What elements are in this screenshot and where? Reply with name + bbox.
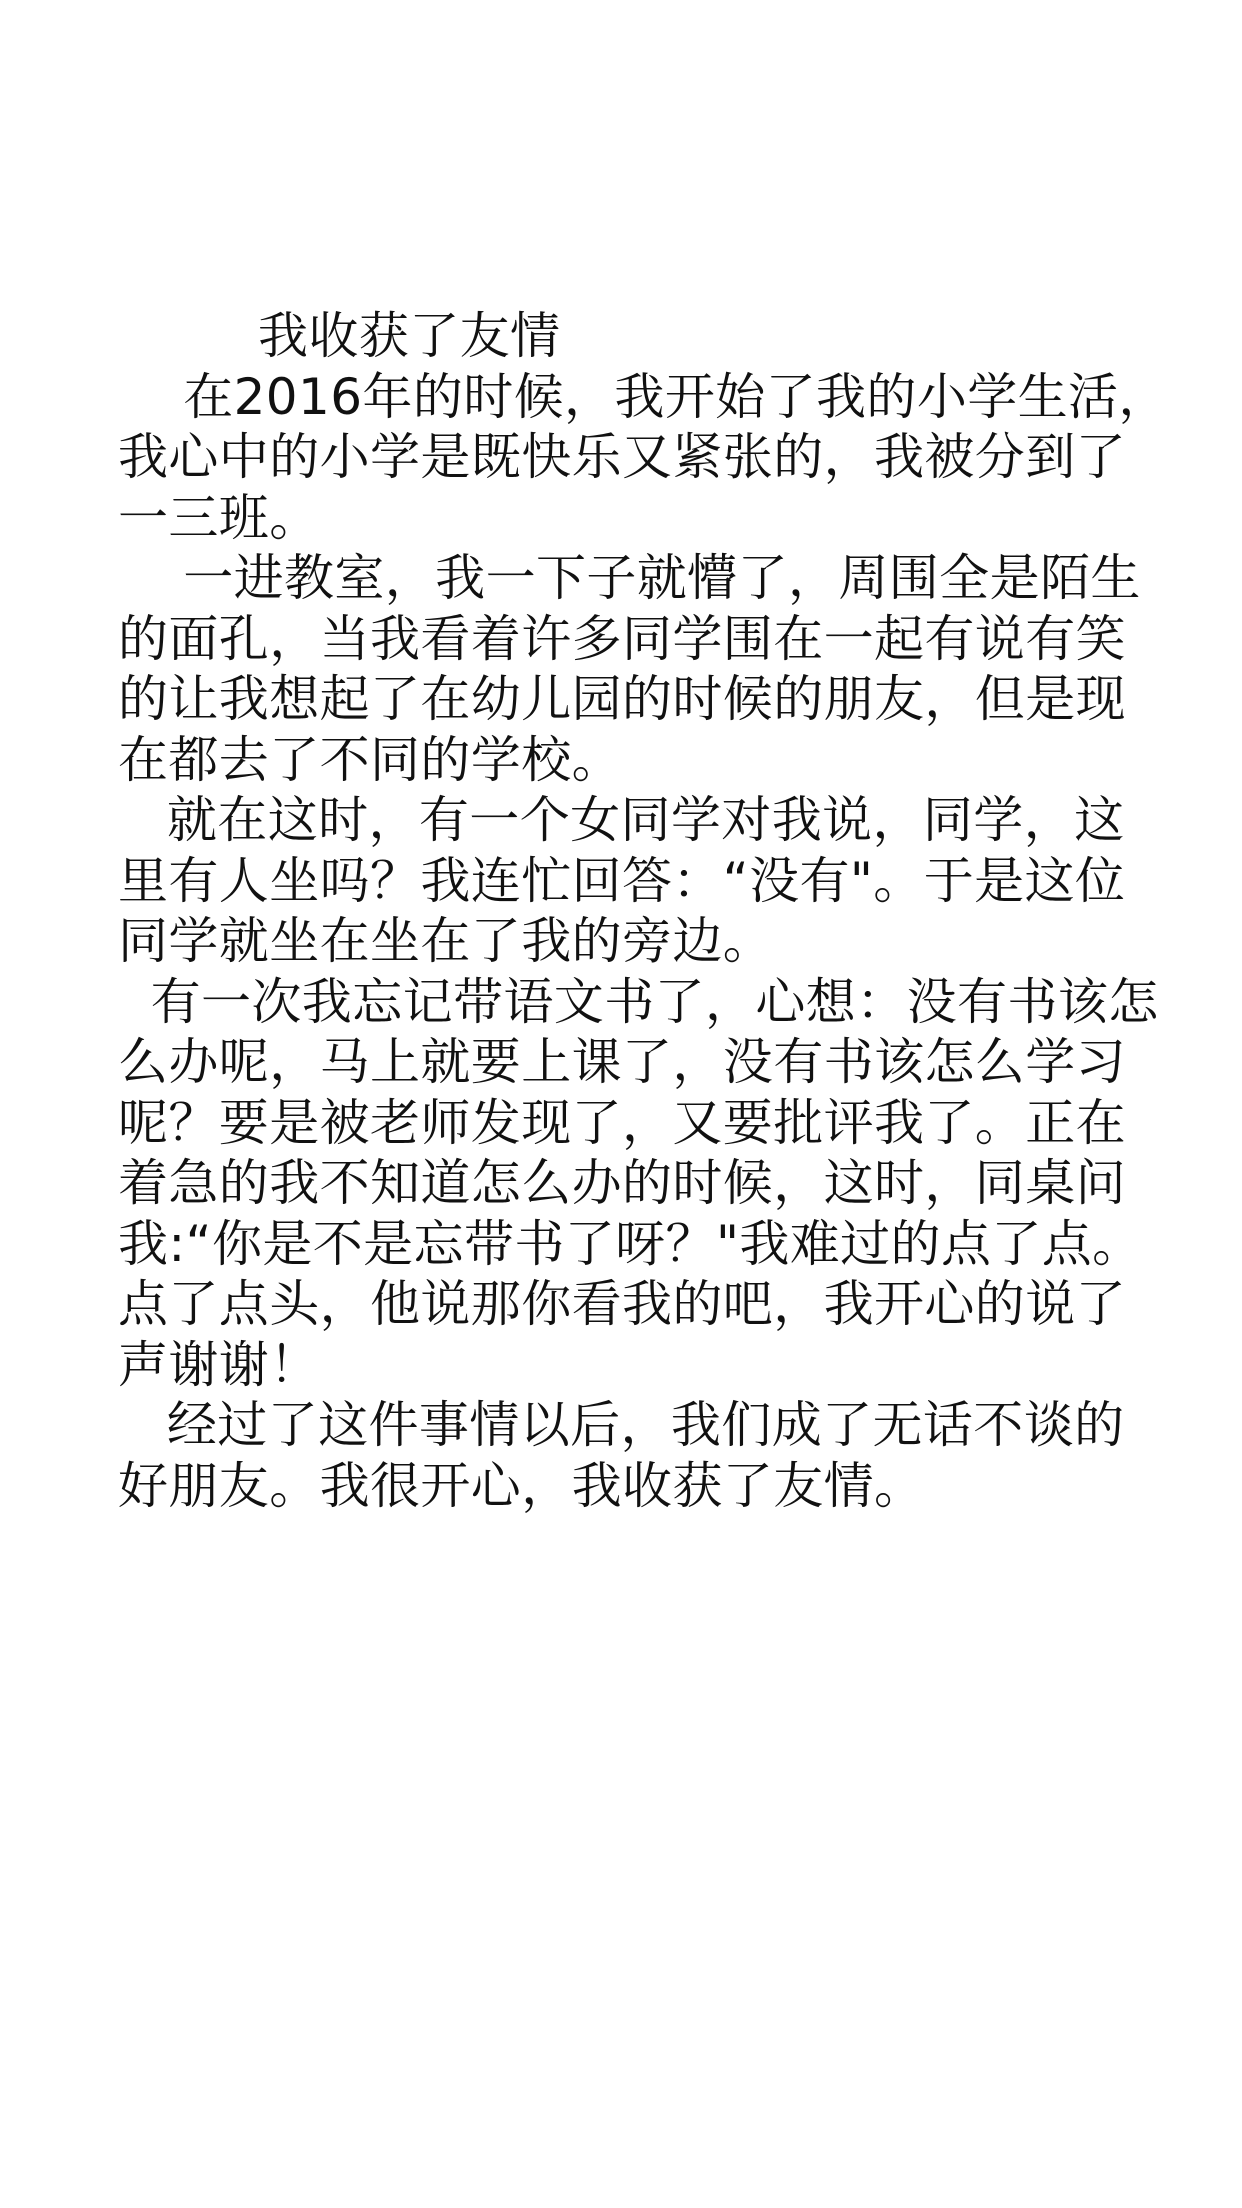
- paragraph-4: 有一次我忘记带语文书了，心想：没有书该怎么办呢，马上就要上课了，没有书该怎么学习呢？要是被老师发现了，又要批评我了。正在着急的我不知道怎么办的时候，这时，同桌问我:“你是不是忘带书了呀？"我难过的点了点。点了点头，他说那你看我的吧，我开心的说了声谢谢！: [118, 972, 1159, 1394]
- paragraph-5: 经过了这件事情以后，我们成了无话不谈的好朋友。我很开心，我收获了友情。: [118, 1396, 1125, 1515]
- essay-body: [118, 306, 1170, 1516]
- essay-title: 我收获了友情: [258, 307, 561, 365]
- paragraph-2: 一进教室，我一下子就懵了，周围全是陌生的面孔，当我看着许多同学围在一起有说有笑的让我想起了在幼儿园的时候的朋友，但是现在都去了不同的学校。: [118, 549, 1141, 789]
- paragraph-3: 就在这时，有一个女同学对我说，同学，这里有人坐吗？我连忙回答：“没有"。于是这位同学就坐在坐在了我的旁边。: [118, 791, 1126, 970]
- paragraph-1: 在2016年的时候，我开始了我的小学生活，我心中的小学是既快乐又紧张的，我被分到了一三班。: [118, 367, 1169, 547]
